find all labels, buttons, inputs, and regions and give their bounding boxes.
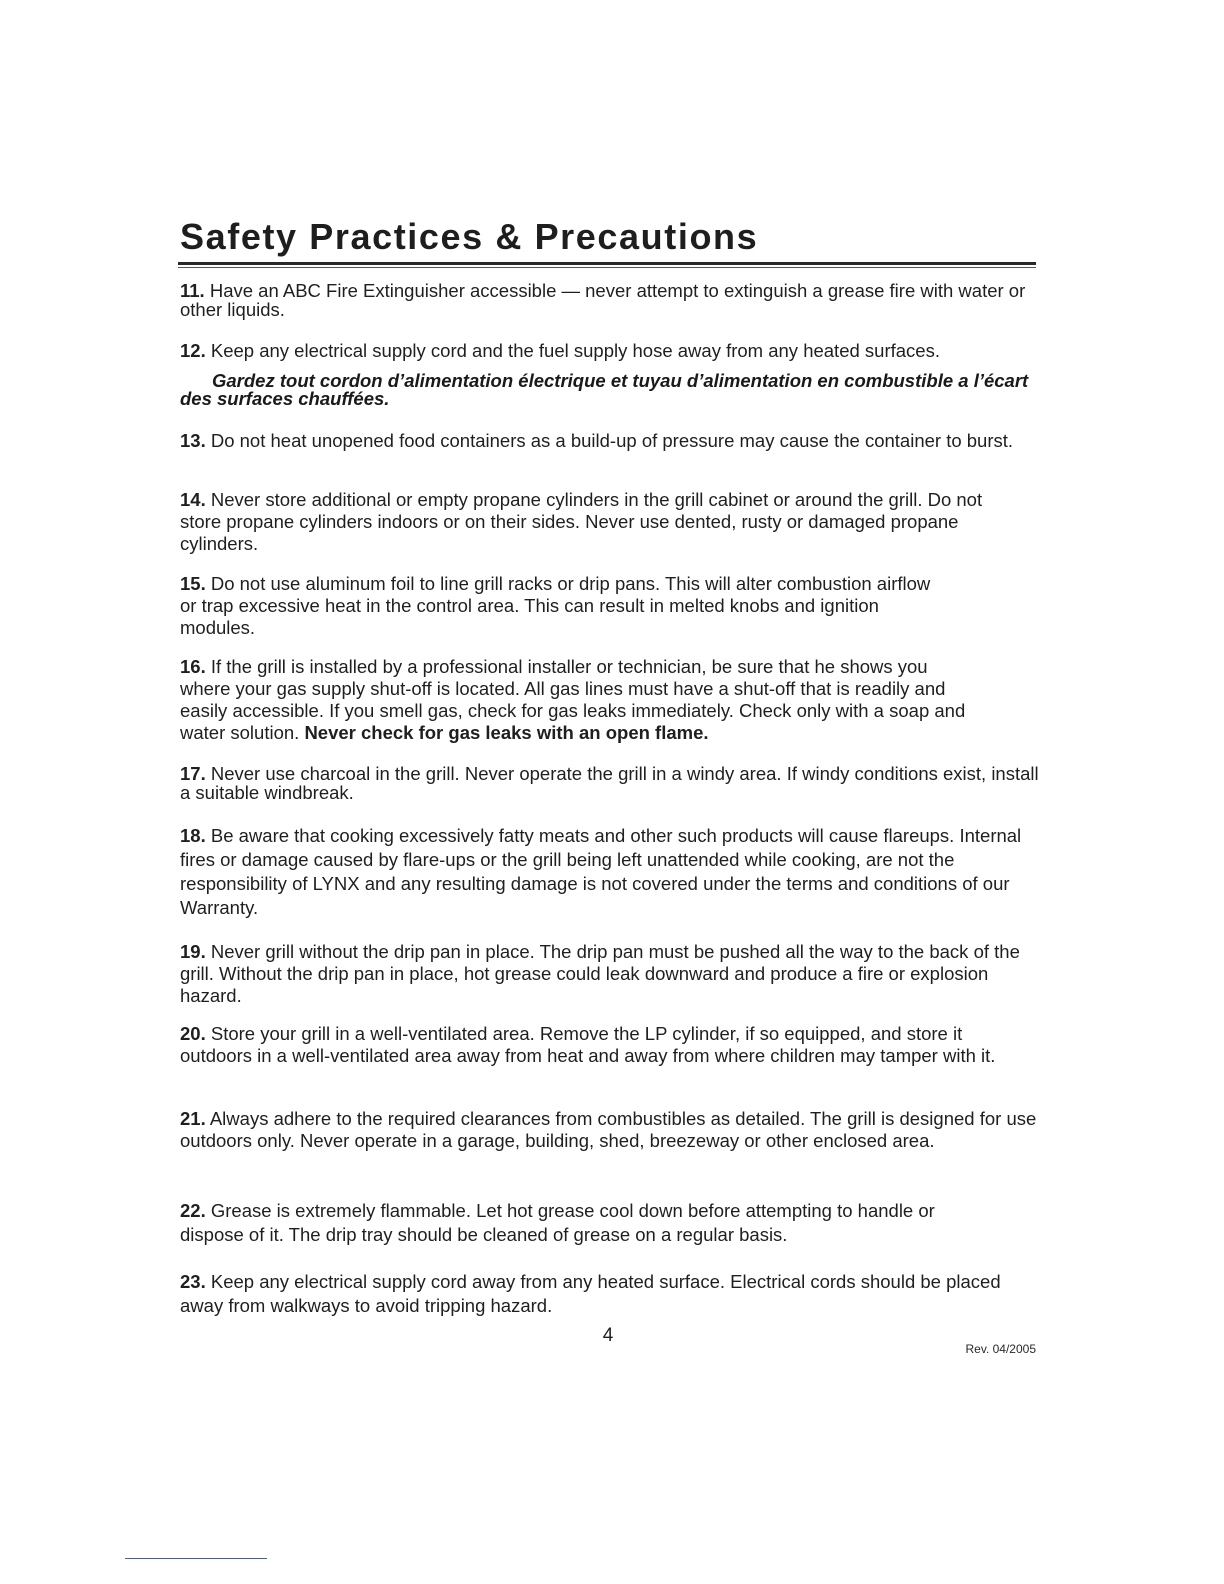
item-number: 22. xyxy=(180,1200,206,1221)
item-text: Be aware that cooking excessively fatty meats and other such products will cause flareups. Internal fires or damage caused by flare-ups or the grill being left unattended while cooking, are not the responsibility of LYNX and any resulting damage is not covered under the terms and conditions of our Warranty. xyxy=(180,825,1022,918)
item-text: Keep any electrical supply cord away from any heated surface. Electrical cords should be placed away from walkways to avoid tripping hazard. xyxy=(180,1271,1001,1316)
item-text: Always adhere to the required clearances from combustibles as detailed. The grill is designed for use outdoors only. Never operate in a garage, building, shed, breezeway or other enclosed area. xyxy=(180,1108,1037,1151)
item-number: 18. xyxy=(180,825,206,846)
item-text: Keep any electrical supply cord and the fuel supply hose away from any heated surfaces. xyxy=(210,340,940,361)
item-number: 20. xyxy=(180,1023,206,1044)
revision-date: Rev. 04/2005 xyxy=(965,1342,1036,1356)
item-text: Never store additional or empty propane cylinders in the grill cabinet or around the grill. Do not store propane cylinders indoors or on their sides. Never use dented, rusty or damaged propane cylinders. xyxy=(180,489,983,554)
item-number: 23. xyxy=(180,1271,206,1292)
item-text: Have an ABC Fire Extinguisher accessible — never attempt to extinguish a grease fire with water or other liquids. xyxy=(180,280,1026,320)
item-number: 15. xyxy=(180,573,206,594)
safety-item-17 xyxy=(180,764,1040,802)
safety-item-16 xyxy=(180,656,980,744)
safety-item-18 xyxy=(180,824,1040,920)
page-title: Safety Practices & Precautions xyxy=(180,216,759,257)
item-warning-emphasis: Never check for gas leaks with an open flame. xyxy=(304,722,709,743)
safety-item-20 xyxy=(180,1023,1020,1067)
footer-link-underline xyxy=(125,1558,267,1559)
item-number: 11. xyxy=(180,280,205,301)
safety-item-11 xyxy=(180,281,1040,319)
safety-item-13 xyxy=(180,429,1040,453)
page-number: 4 xyxy=(602,1325,614,1346)
item-number: 17. xyxy=(180,763,206,784)
safety-item-14 xyxy=(180,489,1010,555)
item-text: Store your grill in a well-ventilated area. Remove the LP cylinder, if so equipped, and store it outdoors in a well-ventilated area away from heat and away from where children may tamper with it. xyxy=(180,1023,996,1066)
item-text: Do not use aluminum foil to line grill racks or drip pans. This will alter combustion airflow or trap excessive heat in the control area. This can result in melted knobs and ignition modules. xyxy=(180,573,931,638)
item-number: 21. xyxy=(180,1108,206,1129)
title-rule-thick xyxy=(178,262,1036,265)
safety-item-23 xyxy=(180,1270,1040,1318)
item-number: 19. xyxy=(180,941,206,962)
safety-item-21 xyxy=(180,1108,1040,1152)
french-translation-note: Gardez tout cordon d’alimentation électrique et tuyau d’alimentation en combustible a l’écart des surfaces chauffées. xyxy=(180,370,1029,409)
item-number: 13. xyxy=(180,430,206,451)
item-number: 14. xyxy=(180,489,206,510)
item-number: 16. xyxy=(180,656,206,677)
safety-item-15 xyxy=(180,573,950,639)
item-text: Do not heat unopened food containers as a build-up of pressure may cause the container to burst. xyxy=(210,430,1014,451)
safety-item-22 xyxy=(180,1199,990,1247)
title-rule-thin xyxy=(178,267,1036,268)
item-number: 12. xyxy=(180,340,206,361)
safety-item-12 xyxy=(180,340,1040,362)
safety-item-19 xyxy=(180,941,1040,1007)
item-text: If the grill is installed by a professional installer or technician, be sure that he shows you where your gas supply shut-off is located. All gas lines must have a shut-off that is readily and easily accessible. If you smell gas, check for gas leaks immediately. Check only with a soap and water solution. xyxy=(180,656,966,743)
item-text: Never grill without the drip pan in place. The drip pan must be pushed all the way to the back of the grill. Without the drip pan in place, hot grease could leak downward and produce a fire or explosion hazard. xyxy=(180,941,1020,1006)
item-text: Never use charcoal in the grill. Never operate the grill in a windy area. If windy conditions exist, install a suitable windbreak. xyxy=(180,763,1039,803)
item-text: Grease is extremely flammable. Let hot grease cool down before attempting to handle or dispose of it. The drip tray should be cleaned of grease on a regular basis. xyxy=(180,1200,935,1245)
